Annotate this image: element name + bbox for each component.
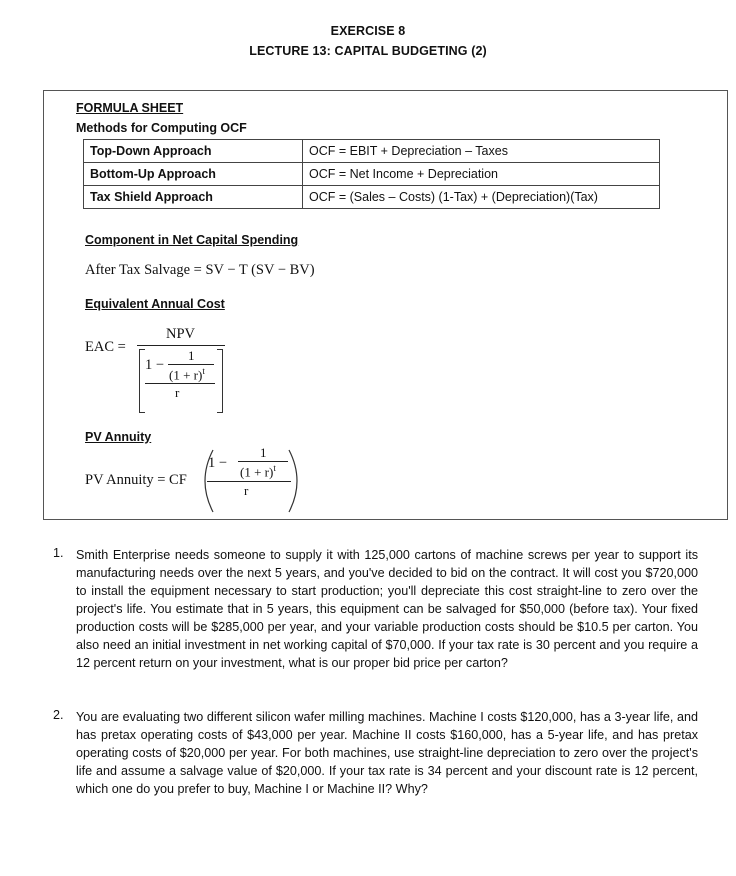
pv-annuity-lhs: PV Annuity = CF bbox=[85, 472, 187, 488]
question-number: 2. bbox=[53, 708, 64, 722]
after-tax-salvage-formula bbox=[85, 262, 315, 279]
eac-heading: Equivalent Annual Cost bbox=[85, 297, 225, 311]
ocf-approach-cell: Top-Down Approach bbox=[84, 140, 303, 163]
eac-main-fraction-bar bbox=[137, 345, 225, 346]
ocf-formula-cell: OCF = (Sales – Costs) (1-Tax) + (Depreciation)(Tax) bbox=[303, 186, 660, 209]
ocf-approach-cell: Tax Shield Approach bbox=[84, 186, 303, 209]
after-tax-salvage-rhs: = SV − T (SV − BV) bbox=[193, 262, 315, 278]
pv-inner-numerator: 1 bbox=[260, 445, 267, 460]
table-row bbox=[84, 140, 660, 163]
eac-inner-fraction-bar bbox=[168, 364, 214, 365]
table-row bbox=[84, 163, 660, 186]
ocf-methods-table bbox=[83, 139, 660, 209]
eac-exponent: t bbox=[202, 366, 205, 376]
eac-r: r bbox=[175, 385, 180, 400]
pv-inner-fraction-bar bbox=[238, 461, 288, 462]
eac-denominator-base: (1 + r) bbox=[169, 367, 203, 383]
pv-denominator-base: (1 + r) bbox=[240, 464, 274, 480]
eac-one-minus: 1 − bbox=[145, 357, 165, 373]
eac-numerator: NPV bbox=[166, 326, 196, 342]
ocf-formula-cell: OCF = EBIT + Depreciation – Taxes bbox=[303, 140, 660, 163]
question-text: Smith Enterprise needs someone to supply it with 125,000 cartons of machine screws per year to support its manufacturing needs over the next 5 years, and you've decided to bid on the contract. It will cost you $720,000 to install the equipment necessary to start production; you'll depreciate this cost straight-line to zero over the project's life. You estimate that in 5 years, this equipment can be salvaged for $50,000 (before tax). Your fixed production costs will be $285,000 per year, and your variable production costs should be $10.5 per carton. You also need an initial investment in net working capital of $70,000. If your tax rate is 30 percent and you require a 12 percent return on your investment, what is our proper bid price per carton? bbox=[76, 548, 698, 670]
pv-annuity-heading: PV Annuity bbox=[85, 430, 152, 444]
pv-inner-denominator bbox=[240, 463, 276, 480]
pv-r: r bbox=[244, 483, 249, 498]
question-text: You are evaluating two different silicon wafer milling machines. Machine I costs $120,000, has a 3-year life, and has pretax operating costs of $43,000 per year. Machine II costs $160,000, has a 5-year life, and has pretax operating costs of $20,000 per year. For both machines, use straight-line depreciation to zero over the project's life and assume a salvage value of $20,000. If your tax rate is 34 percent and your discount rate is 12 percent, which one do you prefer to buy, Machine I or Machine II? Why? bbox=[76, 710, 698, 796]
eac-right-bracket bbox=[217, 349, 223, 413]
pv-exponent: t bbox=[273, 463, 276, 473]
eac-bracket-fraction-bar bbox=[145, 383, 215, 384]
ocf-formula-cell: OCF = Net Income + Depreciation bbox=[303, 163, 660, 186]
formula-sheet-heading: FORMULA SHEET bbox=[76, 101, 184, 115]
eac-inner-denominator bbox=[169, 366, 205, 383]
question-number: 1. bbox=[53, 546, 64, 560]
table-row bbox=[84, 186, 660, 209]
capital-spending-heading: Component in Net Capital Spending bbox=[85, 233, 299, 247]
eac-lhs: EAC = bbox=[85, 339, 126, 355]
pv-one-minus: 1 − bbox=[208, 455, 228, 471]
exercise-title: EXERCISE 8 bbox=[330, 24, 406, 38]
ocf-methods-heading: Methods for Computing OCF bbox=[76, 121, 247, 135]
ocf-approach-cell: Bottom-Up Approach bbox=[84, 163, 303, 186]
after-tax-salvage-lhs: After Tax Salvage bbox=[85, 262, 191, 278]
lecture-title: LECTURE 13: CAPITAL BUDGETING (2) bbox=[249, 44, 487, 58]
eac-inner-numerator: 1 bbox=[188, 348, 195, 363]
pv-outer-fraction-bar bbox=[207, 481, 291, 482]
